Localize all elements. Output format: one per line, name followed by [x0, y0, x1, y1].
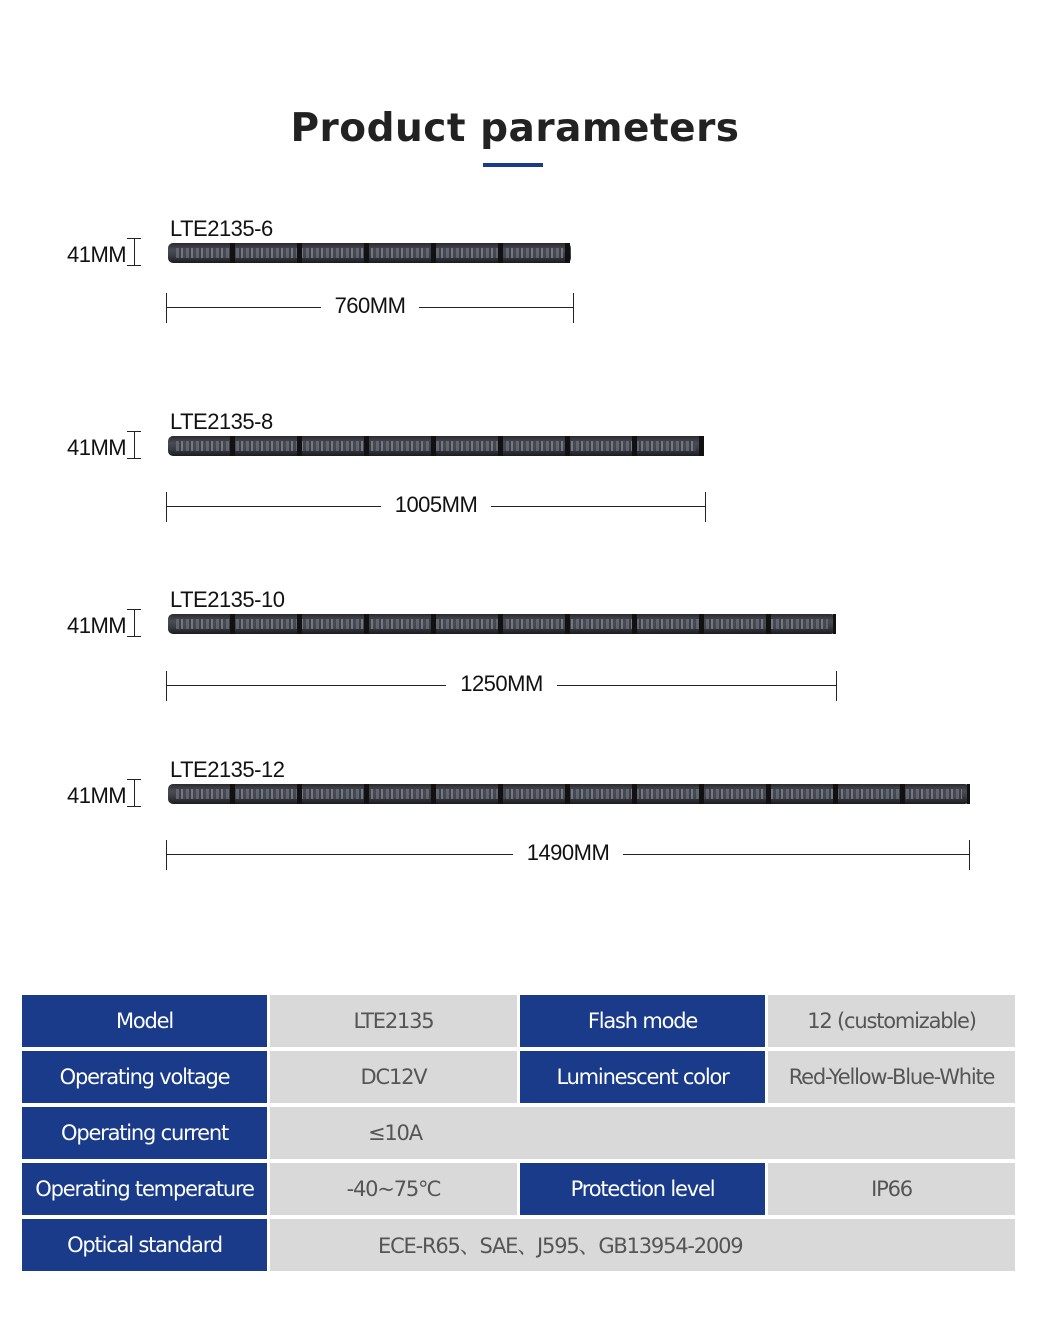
spec-label: Operating voltage	[22, 1051, 267, 1103]
height-bracket	[127, 431, 141, 459]
product-item	[0, 587, 1040, 737]
height-bracket	[127, 779, 141, 807]
spec-value: IP66	[768, 1163, 1015, 1215]
length-dimension	[166, 671, 837, 701]
spec-label: Operating temperature	[22, 1163, 267, 1215]
spec-value: ≤10A	[270, 1107, 1015, 1159]
spec-value: LTE2135	[270, 995, 517, 1047]
light-bar-image	[168, 243, 571, 263]
product-model: LTE2135-12	[170, 757, 285, 782]
page-title: Product parameters	[290, 106, 740, 151]
spec-value: ECE-R65、SAE、J595、GB13954-2009	[270, 1219, 1015, 1271]
product-model: LTE2135-8	[170, 409, 273, 434]
table-row	[22, 1051, 1015, 1103]
spec-label: Operating current	[22, 1107, 267, 1159]
spec-label: Flash mode	[520, 995, 765, 1047]
length-dimension	[166, 492, 706, 522]
height-bracket	[127, 238, 141, 266]
light-bar-image	[168, 436, 704, 456]
spec-value: DC12V	[270, 1051, 517, 1103]
product-length: 760MM	[321, 293, 420, 318]
length-dimension	[166, 293, 574, 323]
product-height: 41MM	[67, 783, 127, 808]
product-model: LTE2135-6	[170, 216, 273, 241]
spec-label: Model	[22, 995, 267, 1047]
spec-value: Red-Yellow-Blue-White	[768, 1051, 1015, 1103]
product-item	[0, 409, 1040, 559]
product-item	[0, 757, 1040, 907]
product-length: 1005MM	[381, 492, 492, 517]
light-bar-image	[168, 784, 970, 804]
product-height: 41MM	[67, 613, 127, 638]
spec-value: -40~75℃	[270, 1163, 517, 1215]
spec-label: Luminescent color	[520, 1051, 765, 1103]
table-row	[22, 1219, 1015, 1271]
product-height: 41MM	[67, 435, 127, 460]
product-length: 1250MM	[446, 671, 557, 696]
product-height: 41MM	[67, 242, 127, 267]
table-row	[22, 995, 1015, 1047]
length-dimension	[166, 840, 970, 870]
product-model: LTE2135-10	[170, 587, 285, 612]
product-length: 1490MM	[513, 840, 624, 865]
height-bracket	[127, 609, 141, 637]
title-underline	[483, 163, 543, 167]
spec-value: 12 (customizable)	[768, 995, 1015, 1047]
spec-table	[19, 991, 1018, 1275]
spec-label: Optical standard	[22, 1219, 267, 1271]
table-row	[22, 1107, 1015, 1159]
light-bar-image	[168, 614, 836, 634]
spec-label: Protection level	[520, 1163, 765, 1215]
product-item	[0, 216, 1040, 366]
table-row	[22, 1163, 1015, 1215]
